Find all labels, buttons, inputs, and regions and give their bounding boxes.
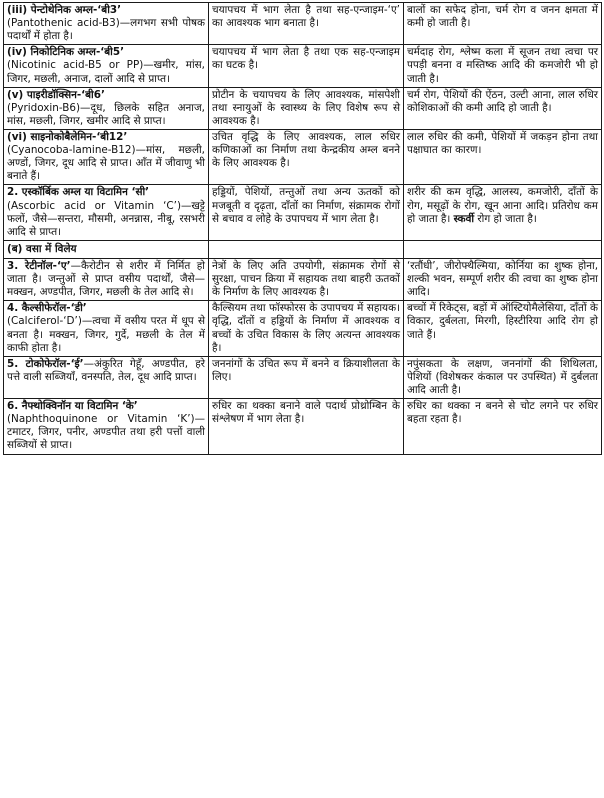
vitamin-name: 4. कैल्सीफेरॉल-‘डी’ (7, 302, 87, 315)
vitamin-function: कैल्सियम तथा फॉस्फोरस के उपापचय में सहायक। वृद्धि, दाँतों व हड्डियों के निर्माण में आवश्यक व बच्चों के उचित विकास के लिए अत्यन्त आवश्यक है। (209, 301, 404, 356)
table-row (4, 185, 602, 240)
vitamin-source-cell (4, 258, 209, 300)
section-header-row (4, 240, 602, 258)
vitamin-name: (vi) साइनोकोबैलेमिन-‘बी12’ (7, 130, 128, 143)
vitamin-source: (Cyanocoba-lamine-B12)—मांस, मछली, अण्डों, जिगर, दूध आदि से प्राप्त। आँत में जीवाणु भी बनाते हैं। (7, 144, 205, 183)
table-row (4, 3, 602, 45)
vitamin-source-cell (4, 45, 209, 87)
disease-term: स्कर्वी (453, 212, 475, 225)
vitamin-source: (Pantothenic acid-B3)—लगभग सभी पोषक पदार्थों में होता है। (7, 17, 205, 43)
empty-cell (209, 240, 404, 258)
vitamin-source-cell (4, 356, 209, 398)
vitamin-function: नेत्रों के लिए अति उपयोगी, संक्रामक रोगों से सुरक्षा, पाचन क्रिया में सहायक तथा बाहरी ऊतकों के निर्माण के लिए आवश्यक है। (209, 258, 404, 300)
vitamin-source-cell (4, 185, 209, 240)
vitamin-source: (Ascorbic acid or Vitamin ‘C’)—खट्टे फलों, जैसे—सन्तरा, मौसमी, अनन्नास, नीबू, रसभरी आदि से प्राप्त। (7, 199, 205, 238)
deficiency-tail: रोग हो जाता है। (474, 212, 537, 225)
deficiency-effect: रुधिर का थक्का न बनने से चोट लगने पर रुधिर बहता रहता है। (404, 399, 602, 454)
vitamin-name: 2. एस्कॉर्बिक अम्ल या विटामिन ‘सी’ (7, 186, 150, 199)
deficiency-effect: बच्चों में रिकेट्स, बड़ों में ऑस्टियोमैलेसिया, दाँतों के विकार, दुर्बलता, मिरगी, हिस्टीरिया आदि रोग हो जाते हैं। (404, 301, 602, 356)
vitamin-source: (Calciferol-‘D’)—त्वचा में वसीय परत में धूप से बनता है। मक्खन, जिगर, गुर्दे, मछली के तेल में काफी होता है। (7, 315, 205, 354)
table-row (4, 45, 602, 87)
empty-cell (404, 240, 602, 258)
vitamin-source-cell (4, 301, 209, 356)
vitamin-name: 5. टोकोफेरॉल-‘ई’ (7, 357, 84, 370)
vitamin-source-cell (4, 129, 209, 184)
vitamin-name: (iv) निकोटिनिक अम्ल-‘बी5’ (7, 46, 125, 59)
deficiency-effect (404, 185, 602, 240)
vitamin-function: प्रोटीन के चयापचय के लिए आवश्यक, मांसपेशी तथा स्नायुओं के स्वास्थ्य के लिए विशेष रूप से आवश्यक है। (209, 87, 404, 129)
deficiency-effect: नपुंसकता के लक्षण, जननांगों की शिथिलता, पेशियों (विशेषकर कंकाल पर उपस्थित) में दुर्बलता आदि आती है। (404, 356, 602, 398)
vitamin-function: रुधिर का थक्का बनाने वाले पदार्थ प्रोथ्रोम्बिन के संश्लेषण में भाग लेता है। (209, 399, 404, 454)
table-row (4, 129, 602, 184)
vitamin-source: (Pyridoxin-B6)—दूध, छिलके सहित अनाज, मांस, मछली, जिगर, खमीर आदि से प्राप्त। (7, 101, 205, 127)
vitamin-source: (Naphthoquinone or Vitamin ‘K’)—टमाटर, जिगर, पनीर, अण्डपीत तथा हरी पत्तों वाली सब्जियों से प्राप्त। (7, 413, 205, 452)
deficiency-effect: लाल रुधिर की कमी, पेशियों में जकड़न होना तथा पक्षाघात का कारण। (404, 129, 602, 184)
vitamin-source: (Nicotinic acid-B5 or PP)—खमीर, मांस, जिगर, मछली, अनाज, दालों आदि से प्राप्त। (7, 59, 205, 85)
vitamin-table (3, 2, 602, 455)
table-row (4, 87, 602, 129)
vitamin-source-cell (4, 399, 209, 454)
vitamin-name: (v) पाइरीडॉक्सिन-‘बी6’ (7, 88, 105, 101)
table-row (4, 258, 602, 300)
table-row (4, 356, 602, 398)
vitamin-name: 6. नैफ्थोक्विनॉन या विटामिन ‘के’ (7, 400, 138, 413)
vitamin-function: चयापचय में भाग लेता है तथा सह-एन्जाइम-‘ए’ का आवश्यक भाग बनाता है। (209, 3, 404, 45)
deficiency-text: शरीर की कम वृद्धि, आलस्य, कमजोरी, दाँतों के रोग, मसूढ़ों के रोग, खून आना आदि। प्रतिरोध कम हो जाता है। (407, 186, 598, 225)
deficiency-effect: चर्म रोग, पेशियों की ऐंठन, उल्टी आना, लाल रुधिर कोशिकाओं की कमी आदि हो जाती है। (404, 87, 602, 129)
section-title: (ब) वसा में विलेय (4, 240, 209, 258)
vitamin-source-cell (4, 87, 209, 129)
deficiency-effect: बालों का सफेद होना, चर्म रोग व जनन क्षमता में कमी हो जाती है। (404, 3, 602, 45)
vitamin-function: हड्डियों, पेशियों, तन्तुओं तथा अन्य ऊतकों को मजबूती व दृढ़ता, दाँतों का निर्माण, संक्रामक रोगों से बचाव व लोहे के उपापचय में भाग लेता है। (209, 185, 404, 240)
vitamin-function: जननांगों के उचित रूप में बनने व क्रियाशीलता के लिए। (209, 356, 404, 398)
deficiency-effect: ‘रतौंधी’, जीरोफ्थैल्मिया, कोर्निया का शुष्क होना, शल्की भवन, सम्पूर्ण शरीर की त्वचा का शुष्क होना आदि। (404, 258, 602, 300)
table-row (4, 301, 602, 356)
vitamin-source-cell (4, 3, 209, 45)
deficiency-effect: चर्मदाह रोग, श्लेष्म कला में सूजन तथा त्वचा पर पपड़ी बनना व मस्तिष्क आदि की कमजोरी भी हो जाती है। (404, 45, 602, 87)
vitamin-function: उचित वृद्धि के लिए आवश्यक, लाल रुधिर कणिकाओं का निर्माण तथा केन्द्रकीय अम्ल बनने के लिए आवश्यक है। (209, 129, 404, 184)
vitamin-name: (iii) पेन्टोथेनिक अम्ल-‘बी3’ (7, 4, 122, 16)
vitamin-source: —कैरोटीन से शरीर में निर्मित हो जाता है। जन्तुओं से प्राप्त वसीय पदार्थों, जैसे—मक्खन, अण्डपीत, जिगर, मछली के तेल आदि से। (7, 259, 205, 299)
vitamin-source: —अंकुरित गेहूँ, अण्डपीत, हरे पत्ते वाली सब्जियाँ, वनस्पति, तेल, दूध आदि प्राप्त। (7, 357, 205, 383)
table-row (4, 399, 602, 454)
vitamin-name: 3. रेटीनॉल-‘ए’ (7, 259, 71, 272)
vitamin-function: चयापचय में भाग लेता है तथा एक सह-एन्जाइम का घटक है। (209, 45, 404, 87)
